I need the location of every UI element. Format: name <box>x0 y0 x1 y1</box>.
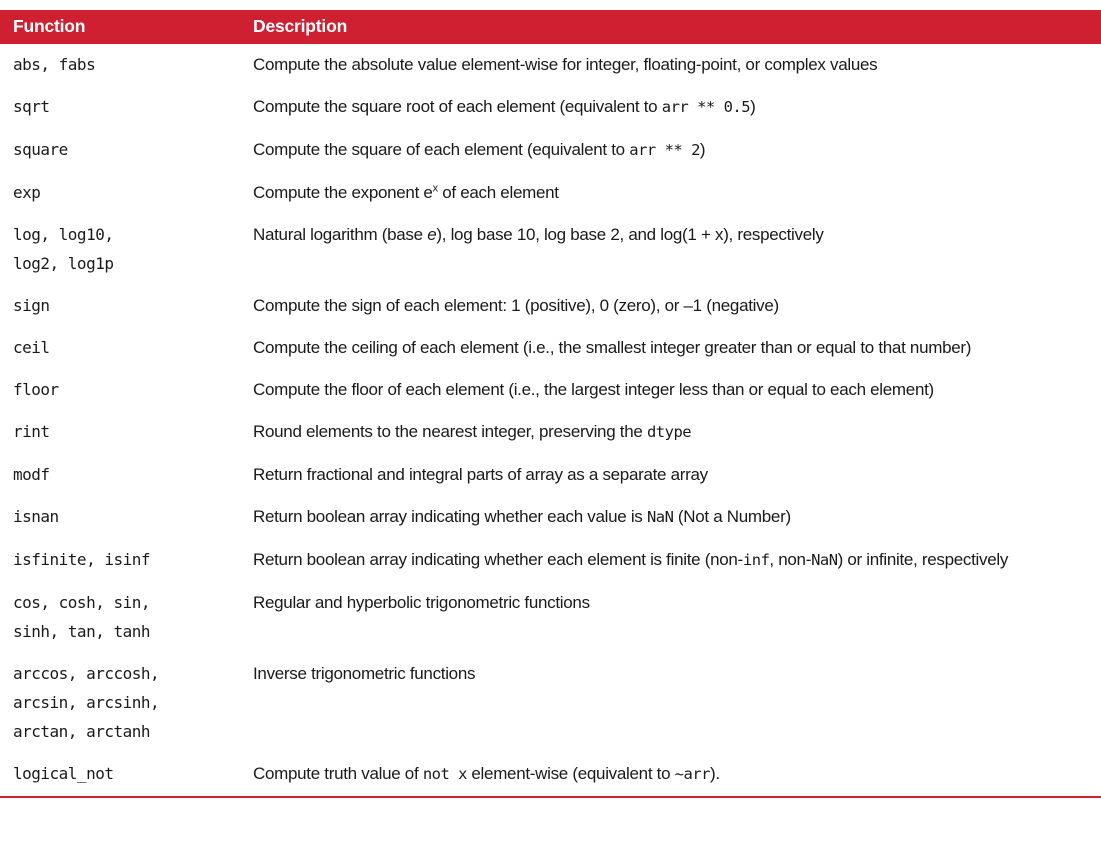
function-name <box>0 86 253 129</box>
description-text: Return boolean array indicating whether each value is <box>253 507 647 526</box>
function-description <box>253 539 1101 582</box>
table-row <box>0 285 1101 327</box>
description-text: of each element <box>437 183 559 202</box>
function-name <box>0 172 253 214</box>
description-text: Compute the ceiling of each element (i.e., the smallest integer greater than or equal to that number) <box>253 338 972 357</box>
inline-code: NaN <box>646 508 674 526</box>
function-description <box>253 44 1101 86</box>
function-description <box>253 582 1101 653</box>
function-name-line: exp <box>13 183 41 202</box>
function-name-line: logical_not <box>13 764 114 783</box>
column-header-function: Function <box>0 10 253 44</box>
function-name-line: rint <box>13 422 50 441</box>
function-description <box>253 411 1101 454</box>
table-row <box>0 214 1101 285</box>
function-name <box>0 653 253 753</box>
function-name-line: sinh, tan, tanh <box>13 622 150 641</box>
description-text: Compute the sign of each element: 1 (positive), 0 (zero), or –1 (negative) <box>253 296 779 315</box>
italic-term: e <box>427 225 437 244</box>
function-name-line: isnan <box>13 507 59 526</box>
description-text: , non- <box>769 550 812 569</box>
description-text: Compute truth value of <box>253 764 423 783</box>
description-text: Compute the square of each element (equivalent to <box>253 140 630 159</box>
function-name <box>0 753 253 797</box>
function-name-line: abs, fabs <box>13 55 96 74</box>
inline-code: arr ** 2 <box>629 141 700 159</box>
description-text: ) or infinite, respectively <box>837 550 1009 569</box>
function-name-line: floor <box>13 380 59 399</box>
function-name <box>0 129 253 172</box>
column-header-description: Description <box>253 10 1101 44</box>
function-name-line: log2, log1p <box>13 254 114 273</box>
superscript: x <box>432 182 438 195</box>
description-text: Return boolean array indicating whether each element is finite (non- <box>253 550 743 569</box>
function-name <box>0 369 253 411</box>
description-text: element-wise (equivalent to <box>466 764 675 783</box>
function-description <box>253 172 1101 214</box>
function-description <box>253 753 1101 797</box>
function-name <box>0 214 253 285</box>
description-text: Inverse trigonometric functions <box>253 664 476 683</box>
function-description <box>253 214 1101 285</box>
function-name <box>0 285 253 327</box>
inline-code: NaN <box>811 551 838 569</box>
table-row <box>0 172 1101 214</box>
table-row <box>0 496 1101 539</box>
function-name-line: cos, cosh, sin, <box>13 593 150 612</box>
description-text: Compute the absolute value element-wise for integer, floating-point, or complex values <box>253 55 878 74</box>
function-description <box>253 653 1101 753</box>
function-name <box>0 411 253 454</box>
function-name-line: sqrt <box>13 97 50 116</box>
inline-code: dtype <box>646 423 692 441</box>
table-row <box>0 369 1101 411</box>
function-description <box>253 129 1101 172</box>
function-name <box>0 454 253 496</box>
description-text: (Not a Number) <box>673 507 791 526</box>
table-row <box>0 582 1101 653</box>
function-name <box>0 327 253 369</box>
function-description <box>253 86 1101 129</box>
function-name-line: square <box>13 140 68 159</box>
description-text: Round elements to the nearest integer, preserving the <box>253 422 647 441</box>
inline-code: not x <box>422 765 467 783</box>
inline-code: inf <box>742 551 770 569</box>
table-row <box>0 753 1101 797</box>
table-body <box>0 44 1101 797</box>
table-row <box>0 454 1101 496</box>
function-description <box>253 327 1101 369</box>
function-name-line: modf <box>13 465 50 484</box>
function-name <box>0 496 253 539</box>
description-text: Compute the square root of each element (equivalent to <box>253 97 662 116</box>
description-text: ) <box>699 140 706 159</box>
function-description <box>253 369 1101 411</box>
table-row <box>0 653 1101 753</box>
description-text: Compute the exponent e <box>253 183 433 202</box>
table-row <box>0 411 1101 454</box>
unary-ufuncs-table <box>0 10 1101 798</box>
description-text: Return fractional and integral parts of array as a separate array <box>253 465 708 484</box>
description-text: ) <box>750 97 756 116</box>
table-row <box>0 327 1101 369</box>
table-row <box>0 44 1101 86</box>
function-name-line: arctan, arctanh <box>13 722 150 741</box>
function-name-line: arccos, arccosh, <box>13 664 160 683</box>
function-name-line: isfinite, isinf <box>13 550 150 569</box>
description-text: Compute the floor of each element (i.e., the largest integer less than or equal to each element) <box>253 380 934 399</box>
function-name-line: log, log10, <box>13 225 114 244</box>
inline-code: ~arr <box>674 765 710 783</box>
function-name-line: sign <box>13 296 50 315</box>
inline-code: arr ** 0.5 <box>661 98 751 116</box>
function-name <box>0 539 253 582</box>
table-header <box>0 10 1101 44</box>
function-description <box>253 285 1101 327</box>
header-row <box>0 10 1101 44</box>
function-name-line: arcsin, arcsinh, <box>13 693 160 712</box>
function-description <box>253 454 1101 496</box>
table-row <box>0 129 1101 172</box>
function-description <box>253 496 1101 539</box>
description-text: Natural logarithm (base <box>253 225 428 244</box>
table-row <box>0 539 1101 582</box>
table-row <box>0 86 1101 129</box>
description-text: ). <box>710 764 720 783</box>
function-name <box>0 582 253 653</box>
function-name <box>0 44 253 86</box>
function-name-line: ceil <box>13 338 50 357</box>
description-text: Regular and hyperbolic trigonometric functions <box>253 593 590 612</box>
description-text: ), log base 10, log base 2, and log(1 + x), respectively <box>436 225 824 244</box>
